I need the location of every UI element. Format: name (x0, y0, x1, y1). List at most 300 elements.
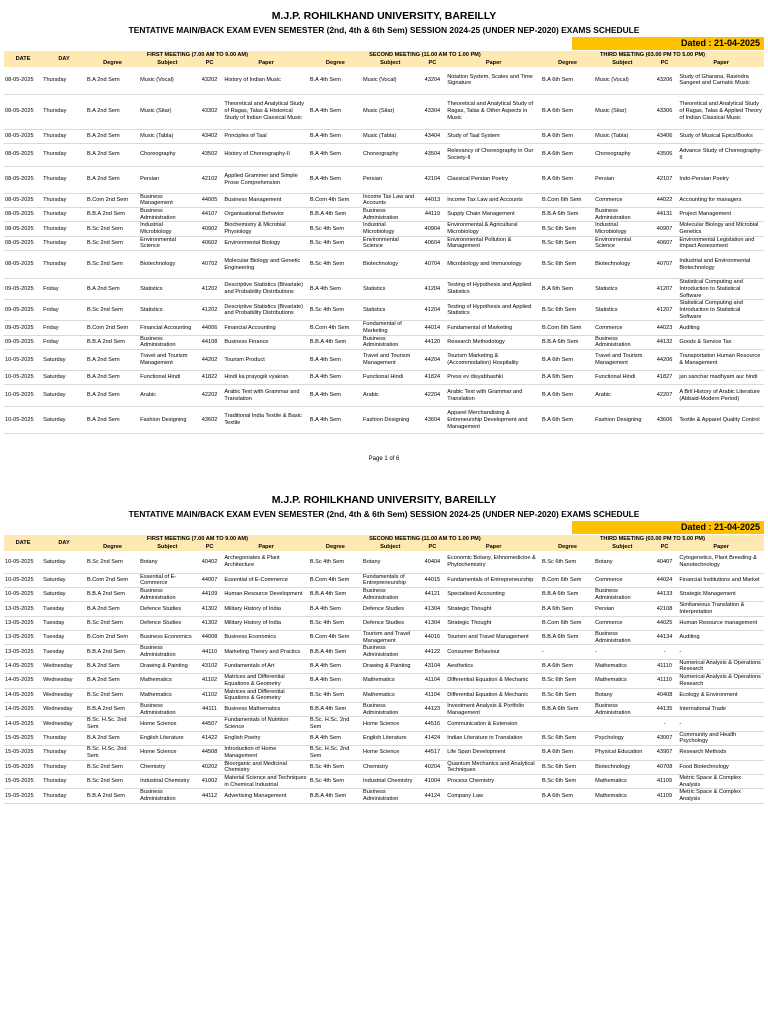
cell-day: Thursday (42, 193, 86, 207)
cell-subject: Drawing & Painting (139, 659, 196, 673)
cell-paper: Arabic Text with Grammar and Translation (223, 385, 308, 407)
column-header-subject: Subject (362, 543, 419, 551)
cell-subject: Industrial Microbiology (362, 222, 419, 236)
cell-date: 14-05-2025 (4, 717, 42, 731)
cell-pc: 43606 (651, 407, 679, 434)
column-header-degree: Degree (309, 59, 362, 67)
cell-paper: - (678, 717, 764, 731)
cell-degree: B.Sc 2nd Sem (86, 616, 139, 630)
cell-degree: B.Sc 2nd Sem (86, 300, 139, 321)
cell-subject: Industrial Chemistry (362, 774, 419, 788)
column-header-paper: Paper (446, 543, 541, 551)
cell-degree: B.Com 6th Sem (541, 616, 594, 630)
cell-date: 14-05-2025 (4, 688, 42, 702)
cell-paper: English Poetry (223, 731, 308, 745)
cell-date: 09-05-2025 (4, 300, 42, 321)
table-row (4, 67, 764, 94)
cell-date: 13-05-2025 (4, 630, 42, 644)
cell-degree: B.Sc 2nd Sem (86, 222, 139, 236)
cell-paper: Traditional India Textile & Basic Textile (223, 407, 308, 434)
cell-date: 14-05-2025 (4, 674, 42, 688)
column-header-row (4, 59, 764, 67)
cell-day: Thursday (42, 94, 86, 129)
cell-day: Wednesday (42, 659, 86, 673)
cell-day: Thursday (42, 731, 86, 745)
cell-pc: 40708 (651, 760, 679, 774)
exam-schedule-subtitle: TENTATIVE MAIN/BACK EXAM EVEN SEMESTER (2nd, 4th & 6th Sem) SESSION 2024-25 (UNDER NEP-2020) EXAMS SCHEDULE (128, 25, 640, 35)
column-header-paper: Paper (223, 59, 308, 67)
cell-paper: Life Span Development (446, 746, 541, 760)
cell-paper: Principles of Taal (223, 129, 308, 143)
cell-paper: Bioorganic and Medicinal Chemistry (223, 760, 308, 774)
cell-paper: Investment Analysis & Portfolio Management (446, 702, 541, 716)
table-row (4, 645, 764, 659)
cell-degree: B.Sc. H.Sc. 2nd Sem (86, 746, 139, 760)
cell-subject: Biotechnology (139, 251, 196, 279)
cell-degree: B.Com 2nd Sem (86, 630, 139, 644)
cell-degree: B.Sc 4th Sem (309, 551, 362, 573)
cell-subject: Income Tax Law and Accounts (362, 193, 419, 207)
cell-degree: B.B.A 2nd Sem (86, 207, 139, 221)
cell-degree: B.Sc 6th Sem (541, 551, 594, 573)
meeting-header-row (4, 535, 764, 543)
cell-pc: 43402 (196, 129, 224, 143)
cell-degree: B.Sc 2nd Sem (86, 251, 139, 279)
cell-degree: B.B.A 4th Sem (309, 645, 362, 659)
column-header-degree: Degree (309, 543, 362, 551)
cell-pc: 43007 (651, 731, 679, 745)
cell-subject: Persian (594, 166, 651, 193)
cell-pc: 44014 (419, 321, 447, 335)
cell-pc: 43206 (651, 67, 679, 94)
cell-date: 15-05-2025 (4, 774, 42, 788)
cell-pc: 44107 (196, 207, 224, 221)
cell-paper: Matrices and Differential Equations & Geometry (223, 674, 308, 688)
cell-pc: 41302 (196, 602, 224, 616)
table-row (4, 702, 764, 716)
cell-day: Wednesday (42, 717, 86, 731)
cell-day: Friday (42, 321, 86, 335)
page-number: Page 1 of 6 (368, 456, 400, 463)
cell-date: 15-05-2025 (4, 731, 42, 745)
cell-day: Thursday (42, 251, 86, 279)
cell-paper: Consumer Behaviour (446, 645, 541, 659)
cell-paper: Environmental Legislation and Impact Assessment (678, 236, 764, 250)
cell-paper: Theoretical and Analytical Study of Ragas, Talas & Other Aspects in Music (446, 94, 541, 129)
cell-pc: 43502 (196, 143, 224, 166)
cell-degree: B.A 2nd Sem (86, 143, 139, 166)
cell-paper: Cytogenetics, Plant Breeding & Nanotechnology (678, 551, 764, 573)
cell-paper: Microbiology and Immunology (446, 251, 541, 279)
cell-pc: 40707 (651, 251, 679, 279)
cell-pc: 42202 (196, 385, 224, 407)
cell-date: 13-05-2025 (4, 602, 42, 616)
table-row (4, 616, 764, 630)
cell-paper: Financial Institutions and Market (678, 573, 764, 587)
cell-paper: Testing of Hypothesis and Applied Statistics (446, 279, 541, 300)
cell-subject: Arabic (362, 385, 419, 407)
cell-subject: Commerce (594, 193, 651, 207)
cell-pc: 41207 (651, 300, 679, 321)
cell-pc: 41102 (196, 674, 224, 688)
column-header-subject: Subject (362, 59, 419, 67)
table-row (4, 251, 764, 279)
cell-date: 08-05-2025 (4, 207, 42, 221)
cell-paper: Process Chemistry (446, 774, 541, 788)
column-header-paper: Paper (678, 59, 764, 67)
cell-subject: Biotechnology (362, 251, 419, 279)
cell-degree: B.Sc 4th Sem (309, 222, 362, 236)
cell-date: 15-05-2025 (4, 760, 42, 774)
first-meeting-header: FIRST MEETING (7.00 AM TO 9.00 AM) (86, 51, 309, 59)
table-row (4, 371, 764, 385)
cell-day: Thursday (42, 789, 86, 803)
cell-paper: Goods & Service Tax (678, 335, 764, 349)
cell-degree: B.Sc 2nd Sem (86, 688, 139, 702)
cell-pc: 44013 (419, 193, 447, 207)
cell-paper: Study of Musical Epics/Books (678, 129, 764, 143)
cell-degree: B.Sc 4th Sem (309, 688, 362, 702)
cell-degree: B.B.A 6th Sem (541, 207, 594, 221)
cell-subject: Chemistry (139, 760, 196, 774)
cell-degree: B.A 6th Sem (541, 371, 594, 385)
column-header-degree: Degree (86, 543, 139, 551)
page-break-spacer (0, 464, 768, 492)
table-row (4, 588, 764, 602)
column-header-paper: Paper (446, 59, 541, 67)
column-header-degree: Degree (541, 543, 594, 551)
cell-date: 09-05-2025 (4, 335, 42, 349)
cell-pc: 44024 (651, 573, 679, 587)
cell-pc: 41102 (196, 688, 224, 702)
cell-pc: 41104 (419, 674, 447, 688)
cell-subject: Business Administration (594, 702, 651, 716)
cell-paper: Testing of Hypothesis and Applied Statistics (446, 300, 541, 321)
table-row (4, 300, 764, 321)
cell-subject: Choreography (139, 143, 196, 166)
cell-paper: Specialised Accounting (446, 588, 541, 602)
cell-paper: Numerical Analysis & Operations Research (678, 659, 764, 673)
cell-subject: Mathematics (139, 674, 196, 688)
cell-degree: B.A 4th Sem (309, 371, 362, 385)
cell-subject: Business Management (139, 193, 196, 207)
cell-pc: 41002 (196, 774, 224, 788)
cell-subject: Business Administration (594, 630, 651, 644)
cell-subject: Business Administration (362, 335, 419, 349)
cell-pc: 40904 (419, 222, 447, 236)
cell-subject: Defence Studies (362, 602, 419, 616)
cell-subject: Mathematics (139, 688, 196, 702)
cell-pc: 41822 (196, 371, 224, 385)
table-row (4, 350, 764, 371)
cell-day: Thursday (42, 129, 86, 143)
cell-degree: B.Sc 6th Sem (541, 688, 594, 702)
cell-degree: B.A 2nd Sem (86, 731, 139, 745)
cell-pc: 40404 (419, 551, 447, 573)
cell-subject: Drawing & Painting (362, 659, 419, 673)
cell-day: Thursday (42, 222, 86, 236)
cell-subject: Business Administration (594, 588, 651, 602)
cell-paper: Press ev disyabhashki (446, 371, 541, 385)
column-header-subject: Subject (139, 59, 196, 67)
cell-pc: 44006 (196, 321, 224, 335)
cell-paper: Textile & Apparel Quality Control (678, 407, 764, 434)
cell-degree: B.A 4th Sem (309, 731, 362, 745)
cell-degree: B.A 6th Sem (541, 385, 594, 407)
cell-degree: B.Sc 6th Sem (541, 774, 594, 788)
cell-pc: 44204 (419, 350, 447, 371)
cell-degree: B.Sc 4th Sem (309, 774, 362, 788)
column-header-paper: Paper (678, 543, 764, 551)
cell-degree: B.A 2nd Sem (86, 94, 139, 129)
cell-degree: B.A 2nd Sem (86, 674, 139, 688)
cell-paper: Military History of India (223, 602, 308, 616)
cell-subject: Travel and Tourism Management (362, 350, 419, 371)
cell-day: Thursday (42, 774, 86, 788)
cell-pc: 44134 (651, 630, 679, 644)
cell-subject: Music (Tabla) (139, 129, 196, 143)
column-header-date: DATE (4, 535, 42, 551)
cell-pc: 44133 (651, 588, 679, 602)
cell-pc: 44007 (196, 573, 224, 587)
table-row (4, 385, 764, 407)
cell-subject: Fashion Designing (139, 407, 196, 434)
cell-degree (541, 717, 594, 731)
cell-pc: 40407 (651, 551, 679, 573)
cell-pc: 43302 (196, 94, 224, 129)
dated-row (0, 520, 768, 535)
cell-day: Tuesday (42, 602, 86, 616)
cell-subject: Biotechnology (594, 760, 651, 774)
cell-subject: Persian (139, 166, 196, 193)
cell-subject: Psychology (594, 731, 651, 745)
cell-subject: Music (Tabla) (594, 129, 651, 143)
cell-pc: 43306 (651, 94, 679, 129)
cell-pc: 42107 (651, 166, 679, 193)
cell-day: Saturday (42, 371, 86, 385)
cell-degree: B.A 6th Sem (541, 350, 594, 371)
dated-row (0, 36, 768, 51)
cell-subject: Music (Vocal) (594, 67, 651, 94)
cell-subject: English Literature (362, 731, 419, 745)
cell-pc: 44023 (651, 321, 679, 335)
cell-subject: Persian (362, 166, 419, 193)
cell-paper: Essential of E-Commerce (223, 573, 308, 587)
cell-paper: Archegoniates & Plant Architecture (223, 551, 308, 573)
cell-paper: Strategic Management (678, 588, 764, 602)
cell-pc: 44016 (419, 630, 447, 644)
cell-date: 10-05-2025 (4, 371, 42, 385)
cell-subject: Arabic (594, 385, 651, 407)
cell-degree: B.A 4th Sem (309, 94, 362, 129)
cell-subject: Statistics (594, 279, 651, 300)
table-row (4, 143, 764, 166)
cell-degree: B.Sc 6th Sem (541, 731, 594, 745)
cell-subject: Commerce (594, 573, 651, 587)
column-header-pc: PC (651, 543, 679, 551)
cell-degree: B.A 4th Sem (309, 279, 362, 300)
cell-subject: Environmental Science (594, 236, 651, 250)
cell-degree: B.A 6th Sem (541, 129, 594, 143)
cell-paper: History of Indian Music (223, 67, 308, 94)
cell-pc: 44123 (419, 702, 447, 716)
cell-pc: 43602 (196, 407, 224, 434)
cell-day: Thursday (42, 67, 86, 94)
column-header-degree: Degree (86, 59, 139, 67)
cell-degree: B.B.A 6th Sem (541, 335, 594, 349)
cell-pc: 44119 (419, 207, 447, 221)
cell-subject: Statistics (362, 300, 419, 321)
cell-paper: Auditing (678, 630, 764, 644)
cell-day: Thursday (42, 143, 86, 166)
cell-degree: B.B.A 6th Sem (541, 588, 594, 602)
cell-pc: 43102 (196, 659, 224, 673)
cell-paper: Strategic Thought (446, 602, 541, 616)
table-row (4, 674, 764, 688)
cell-paper: Marketing Theory and Practics (223, 645, 308, 659)
cell-paper: A Bril History of Arabic Literature (Abbaid-Modern Period) (678, 385, 764, 407)
cell-subject: Home Science (362, 717, 419, 731)
cell-paper: Descriptive Statistics (Bivariate) and Probability Distributions (223, 300, 308, 321)
cell-date: 10-05-2025 (4, 573, 42, 587)
cell-paper: Organisational Behavior (223, 207, 308, 221)
cell-pc: 44516 (419, 717, 447, 731)
table-row (4, 222, 764, 236)
schedule-page (0, 492, 768, 804)
cell-pc: 44025 (651, 616, 679, 630)
cell-paper: Business Mathematics (223, 702, 308, 716)
cell-pc: 44120 (419, 335, 447, 349)
cell-pc: 44109 (196, 588, 224, 602)
cell-subject: Home Science (362, 746, 419, 760)
cell-date: 13-05-2025 (4, 645, 42, 659)
cell-degree: B.B.A 4th Sem (309, 789, 362, 803)
cell-degree: B.Sc 2nd Sem (86, 236, 139, 250)
column-header-day: DAY (42, 535, 86, 551)
cell-pc: 44110 (196, 645, 224, 659)
cell-pc: 40602 (196, 236, 224, 250)
cell-paper: Income Tax Law and Accounts (446, 193, 541, 207)
cell-paper: Arabic Text with Grammar and Translation (446, 385, 541, 407)
exam-schedule-table (4, 51, 764, 434)
cell-pc: 41424 (419, 731, 447, 745)
cell-pc: 42102 (196, 166, 224, 193)
cell-date: 10-05-2025 (4, 407, 42, 434)
cell-day: Thursday (42, 746, 86, 760)
cell-subject: Botany (362, 551, 419, 573)
cell-day: Thursday (42, 760, 86, 774)
cell-degree: B.Sc 4th Sem (309, 236, 362, 250)
column-header-pc: PC (196, 543, 224, 551)
cell-paper: Environmental Pollution & Management (446, 236, 541, 250)
cell-degree: - (541, 645, 594, 659)
cell-date: 08-05-2025 (4, 166, 42, 193)
cell-day: Tuesday (42, 630, 86, 644)
cell-subject: Business Administration (139, 588, 196, 602)
cell-paper: Ecology & Environment (678, 688, 764, 702)
cell-subject: Industrial Chemistry (139, 774, 196, 788)
cell-day: Saturday (42, 573, 86, 587)
cell-pc: - (651, 645, 679, 659)
second-meeting-header: SECOND MEETING (11.00 AM TO 1.00 PM) (309, 535, 541, 543)
column-header-pc: PC (196, 59, 224, 67)
cell-paper: Hindi ka prayogik vyakran (223, 371, 308, 385)
column-header-subject: Subject (139, 543, 196, 551)
footer-spacer (0, 434, 768, 454)
table-row (4, 335, 764, 349)
cell-degree: B.Sc 6th Sem (541, 674, 594, 688)
cell-subject: Travel and Tourism Management (139, 350, 196, 371)
cell-date: 10-05-2025 (4, 588, 42, 602)
cell-pc: 43907 (651, 746, 679, 760)
table-row (4, 717, 764, 731)
table-row (4, 193, 764, 207)
cell-pc: 44112 (196, 789, 224, 803)
cell-paper: Theoretical and Analytical Study of Ragas, Talas & Historical Study of Indian Classical Music (223, 94, 308, 129)
cell-pc: 43204 (419, 67, 447, 94)
cell-degree: B.B.A 2nd Sem (86, 702, 139, 716)
cell-date: 08-05-2025 (4, 236, 42, 250)
cell-day: Saturday (42, 407, 86, 434)
cell-day: Wednesday (42, 702, 86, 716)
cell-degree: B.Sc 4th Sem (309, 300, 362, 321)
cell-pc: 41004 (419, 774, 447, 788)
cell-degree: B.Sc 2nd Sem (86, 551, 139, 573)
cell-subject: Business Administration (139, 335, 196, 349)
cell-paper: Strategic Thought (446, 616, 541, 630)
cell-day: Tuesday (42, 645, 86, 659)
cell-day: Saturday (42, 385, 86, 407)
cell-subject: Music (Sitar) (362, 94, 419, 129)
cell-day: Friday (42, 300, 86, 321)
cell-degree: B.A 4th Sem (309, 166, 362, 193)
cell-paper: Fundamentals of Art (223, 659, 308, 673)
cell-paper: jan sanchar madhyam aur hindi (678, 371, 764, 385)
cell-pc: 41304 (419, 616, 447, 630)
schedule-page (0, 0, 768, 492)
cell-subject: Fashion Designing (362, 407, 419, 434)
cell-pc: 44206 (651, 350, 679, 371)
cell-date: 15-05-2025 (4, 746, 42, 760)
cell-paper: Differential Equation & Mechanic (446, 674, 541, 688)
column-header-subject: Subject (594, 59, 651, 67)
column-header-subject: Subject (594, 543, 651, 551)
exam-schedule-subtitle: TENTATIVE MAIN/BACK EXAM EVEN SEMESTER (2nd, 4th & 6th Sem) SESSION 2024-25 (UNDER NEP-2020) EXAMS SCHEDULE (128, 509, 640, 520)
cell-date: 09-05-2025 (4, 321, 42, 335)
cell-paper: Apparel Merchandising & Entreneurship Development and Management (446, 407, 541, 434)
cell-paper: Business Management (223, 193, 308, 207)
cell-paper: Human Resource management (678, 616, 764, 630)
cell-pc: 41202 (196, 300, 224, 321)
cell-paper: Tourism Marketing & (Accommodation) Hospitality (446, 350, 541, 371)
cell-subject: Business Administration (362, 207, 419, 221)
cell-degree: B.B.A 2nd Sem (86, 335, 139, 349)
cell-paper: Communication & Extension (446, 717, 541, 731)
cell-day: Tuesday (42, 616, 86, 630)
cell-subject: Business Administration (139, 207, 196, 221)
cell-paper: Metric Space & Complex Analysis (678, 789, 764, 803)
cell-paper: Company Law (446, 789, 541, 803)
cell-paper: Advertising Management (223, 789, 308, 803)
cell-degree: B.A 4th Sem (309, 407, 362, 434)
cell-degree: B.A 4th Sem (309, 385, 362, 407)
cell-pc: 43604 (419, 407, 447, 434)
cell-degree: B.Sc. H.Sc. 2nd Sem (86, 717, 139, 731)
cell-date: 09-05-2025 (4, 279, 42, 300)
cell-paper: Business Finance (223, 335, 308, 349)
cell-degree: B.A 6th Sem (541, 789, 594, 803)
cell-paper: Economic Botany, Ethnomedicine & Phytochemistry (446, 551, 541, 573)
